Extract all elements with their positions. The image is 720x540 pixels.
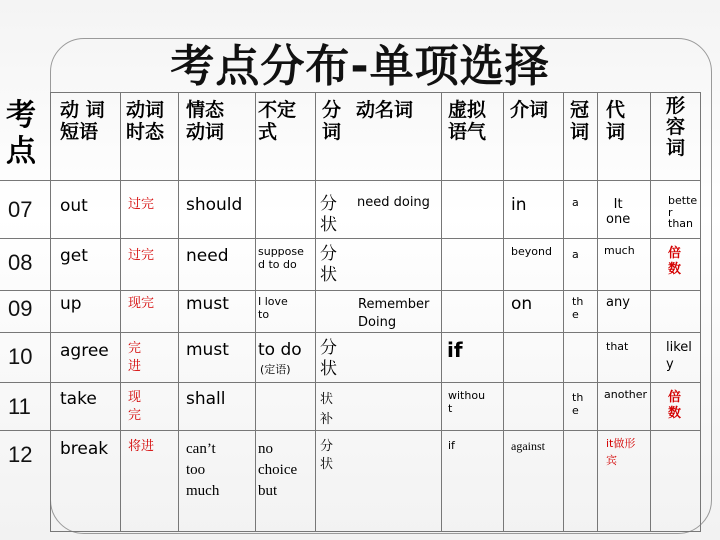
slide-title: 考点分布-单项选择 xyxy=(170,41,550,92)
cell-adjective: bette r than xyxy=(668,194,698,231)
cell-verb: break xyxy=(60,439,109,459)
cell-verb: up xyxy=(60,294,82,314)
cell-infinitive: I love to xyxy=(258,295,288,321)
cell-pronoun: that xyxy=(606,340,629,353)
header-pronoun: 代 词 xyxy=(606,99,626,143)
cell-modal: need xyxy=(186,246,229,266)
row-year: 12 xyxy=(8,442,33,467)
cell-participle: 分 状 xyxy=(320,244,337,286)
cell-pronoun: any xyxy=(606,295,630,310)
row-year: 08 xyxy=(8,250,33,275)
cell-pronoun: much xyxy=(604,244,635,257)
cell-adjective: likel y xyxy=(666,340,692,372)
cell-pronoun: it做形 宾 xyxy=(606,437,636,467)
cell-gerund: need doing xyxy=(357,195,430,210)
cell-verb: agree xyxy=(60,341,109,361)
cell-gerund: Remember Doing xyxy=(358,297,430,331)
header-preposition: 介词 xyxy=(510,99,549,121)
cell-infinitive-note: (定语) xyxy=(260,363,291,376)
cell-preposition: against xyxy=(511,439,545,453)
cell-modal: must xyxy=(186,340,229,360)
cell-tense: 过完 xyxy=(128,197,155,212)
header-modal: 情态 动词 xyxy=(186,99,225,143)
cell-tense: 现完 xyxy=(128,296,155,311)
cell-tense: 完 进 xyxy=(128,341,142,375)
cell-infinitive: to do xyxy=(258,340,302,360)
header-article: 冠 词 xyxy=(570,99,590,143)
cell-article: th e xyxy=(572,391,584,417)
left-label: 考 点 xyxy=(6,98,36,169)
header-adjective: 形 容 词 xyxy=(666,95,686,159)
cell-preposition: on xyxy=(511,294,533,314)
cell-verb: get xyxy=(60,246,88,266)
header-tense: 动词 时态 xyxy=(126,99,165,143)
cell-verb: out xyxy=(60,196,88,216)
cell-subjunctive: if xyxy=(448,439,455,452)
row-year: 10 xyxy=(8,344,33,369)
cell-subjunctive: withou t xyxy=(448,389,486,415)
header-subjunctive: 虚拟 语气 xyxy=(448,99,487,143)
cell-article: a xyxy=(572,196,579,209)
cell-tense: 现 完 xyxy=(128,390,142,424)
cell-preposition: beyond xyxy=(511,245,552,258)
cell-pronoun: It one xyxy=(606,197,631,227)
header-verb-phrase: 动 词 短语 xyxy=(60,99,105,143)
cell-adjective: 倍 数 xyxy=(668,390,682,421)
cell-article: th e xyxy=(572,295,584,321)
header-infinitive: 不定 式 xyxy=(258,99,297,143)
cell-modal: should xyxy=(186,195,243,215)
row-year: 09 xyxy=(8,296,33,321)
cell-infinitive: no choice but xyxy=(258,441,298,499)
cell-modal: can’t too much xyxy=(186,441,220,499)
cell-preposition: in xyxy=(511,195,527,215)
cell-modal: must xyxy=(186,294,229,314)
cell-subjunctive: if xyxy=(447,338,463,362)
header-participle: 分 词 xyxy=(322,99,342,143)
cell-tense: 将进 xyxy=(128,439,155,454)
cell-participle: 分 状 xyxy=(320,439,334,472)
cell-article: a xyxy=(572,248,579,261)
cell-infinitive: suppose d to do xyxy=(258,245,304,271)
row-year: 11 xyxy=(8,394,31,419)
cell-participle: 状 补 xyxy=(320,392,334,428)
row-year: 07 xyxy=(8,197,33,222)
cell-verb: take xyxy=(60,389,97,409)
cell-participle: 分 状 xyxy=(320,194,337,236)
cell-adjective: 倍 数 xyxy=(668,246,682,277)
header-gerund: 动名词 xyxy=(356,99,414,121)
cell-pronoun: another xyxy=(604,388,648,401)
cell-tense: 过完 xyxy=(128,248,155,263)
cell-participle: 分 状 xyxy=(320,338,337,380)
cell-modal: shall xyxy=(186,389,226,409)
